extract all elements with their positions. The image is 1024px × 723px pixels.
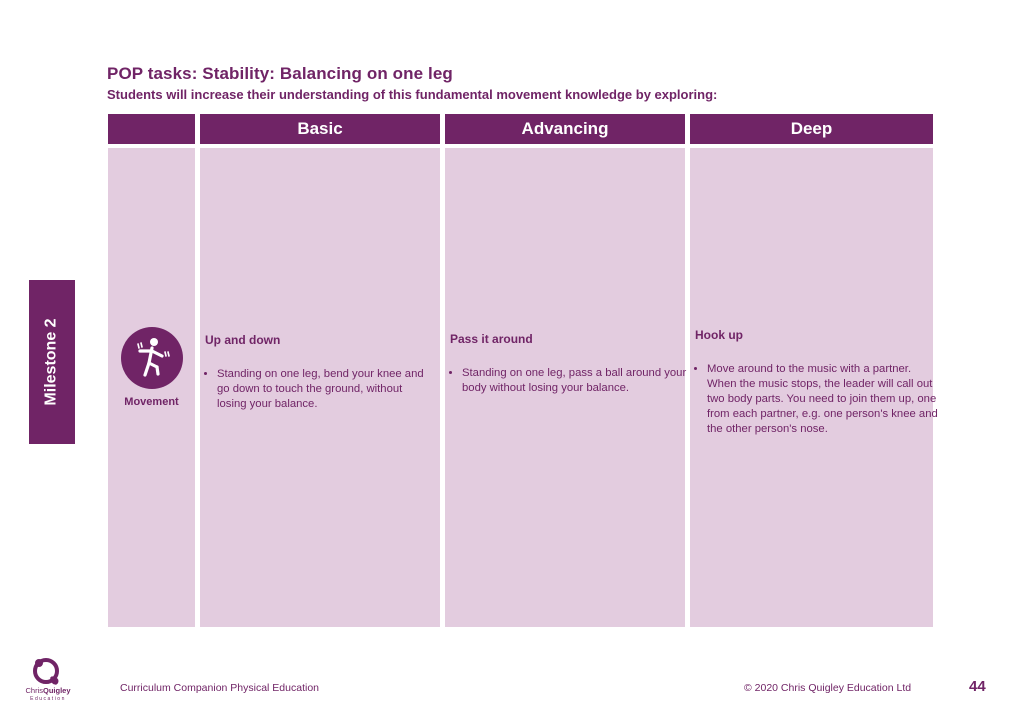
page-subtitle: Students will increase their understanding of this fundamental movement knowledge by exploring:	[107, 87, 718, 102]
list-item: • Standing on one leg, pass a ball around your body without losing your balance.	[462, 366, 690, 396]
person-balancing-icon	[121, 327, 183, 389]
list-item: • Move around to the music with a partner. When the music stops, the leader will call out two body parts. You need to join them up, one from each partner, e.g. one person's knee and the other person's nose.	[707, 362, 939, 437]
page-title: POP tasks: Stability: Balancing on one leg	[107, 64, 453, 83]
basic-task-title: Up and down	[205, 333, 281, 347]
milestone-label: Milestone 2	[43, 318, 61, 406]
header-deep: Deep	[690, 114, 933, 144]
advancing-task-title: Pass it around	[450, 332, 533, 346]
logo-sub: Education	[30, 696, 66, 702]
logo-name-bold: Quigley	[43, 686, 71, 695]
list-item: • Standing on one leg, bend your knee and go down to touch the ground, without losing your balance.	[217, 367, 429, 412]
logo-name-light: Chris	[25, 686, 43, 695]
deep-task-list	[695, 362, 939, 437]
header-cell-empty	[108, 114, 195, 144]
header-basic: Basic	[200, 114, 440, 144]
header-advancing: Advancing	[445, 114, 685, 144]
row-label: Movement	[124, 396, 179, 408]
footer-copyright: © 2020 Chris Quigley Education Ltd	[744, 682, 912, 694]
deep-task-title: Hook up	[695, 328, 743, 342]
footer-title: Curriculum Companion Physical Education	[120, 682, 320, 694]
brand-logo-text	[20, 687, 76, 703]
basic-task-list	[205, 367, 429, 412]
page-number: 44	[969, 678, 986, 695]
milestone-tab	[29, 280, 75, 444]
advancing-task-list	[450, 366, 690, 396]
